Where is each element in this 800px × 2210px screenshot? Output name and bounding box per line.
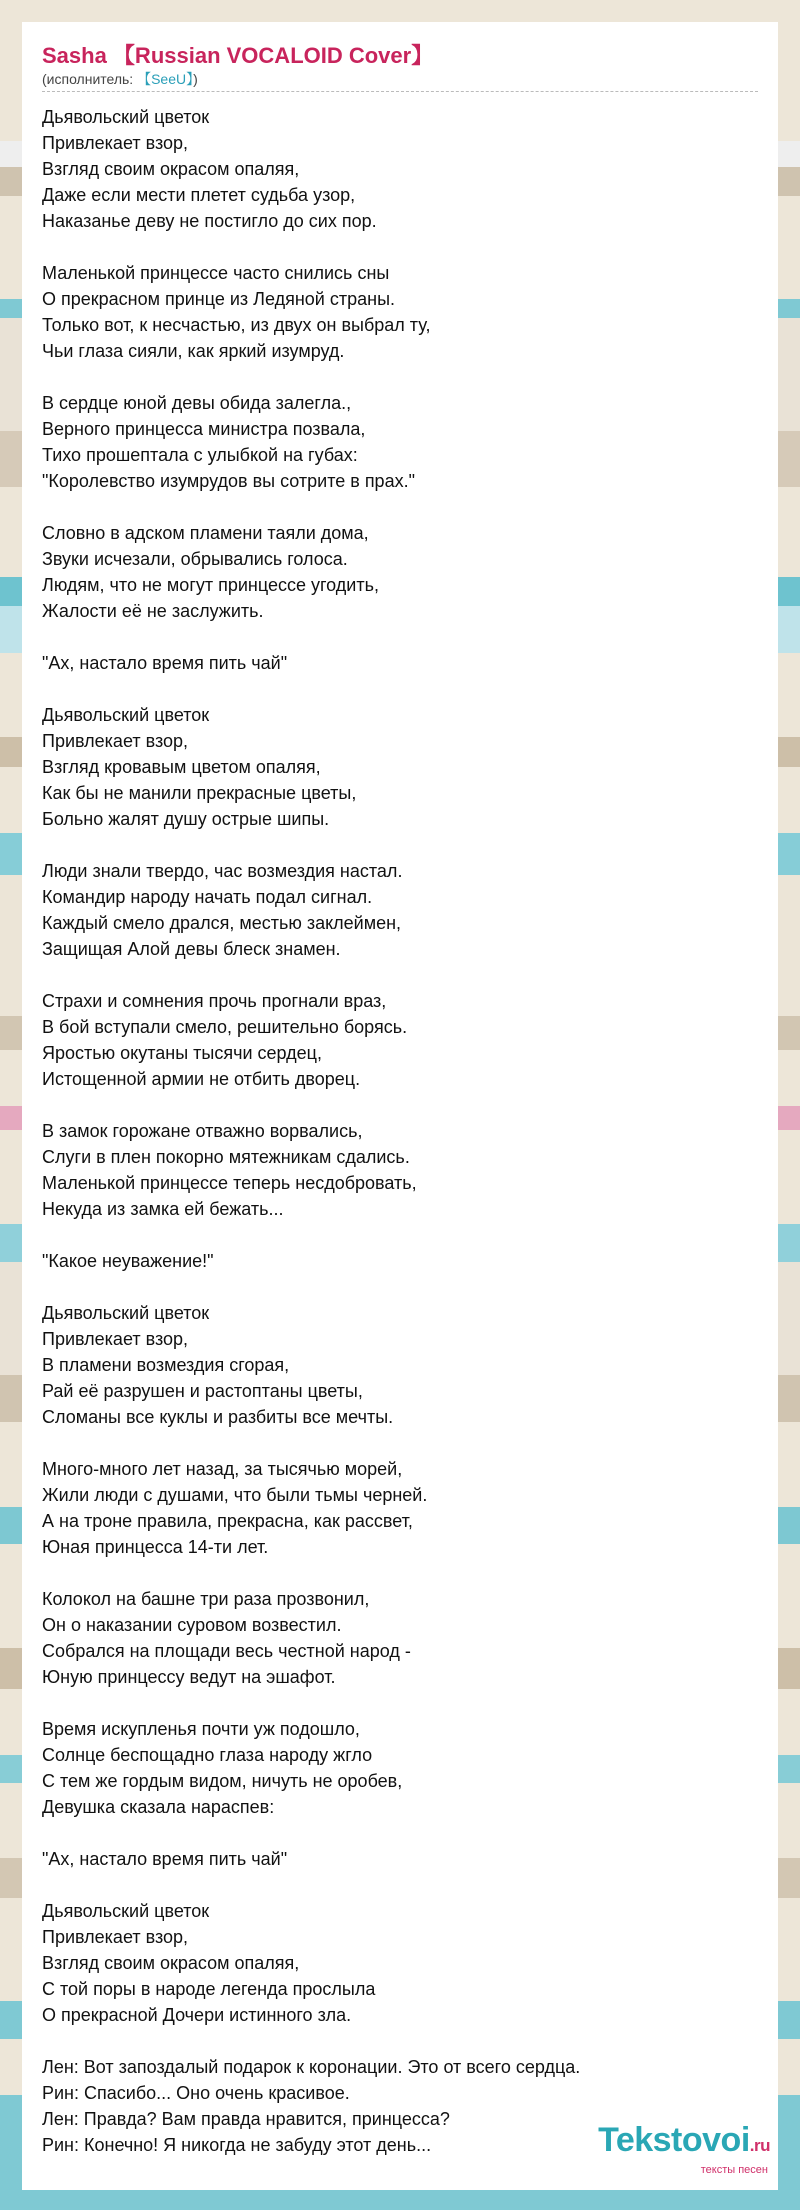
lyrics-text: [42, 104, 758, 2158]
artist-link[interactable]: 【SeeU】: [137, 71, 194, 87]
lyrics-line: "Какое неуважение!": [42, 1251, 214, 1271]
lyrics-line: Люди знали твердо, час возмездия настал.: [42, 861, 403, 881]
lyrics-line: Каждый смело дрался, местью заклеймен,: [42, 913, 402, 933]
lyrics-stanza: [42, 1456, 758, 1560]
lyrics-stanza: [42, 520, 758, 624]
lyrics-line: В замок горожане отважно ворвались,: [42, 1121, 363, 1141]
lyrics-stanza: [42, 260, 758, 364]
lyrics-line: Много-много лет назад, за тысячью морей,: [42, 1459, 403, 1479]
artist-prefix: (исполнитель:: [42, 71, 138, 87]
lyrics-line: Взгляд кровавым цветом опаляя,: [42, 757, 321, 777]
lyrics-line: Рай её разрушен и растоптаны цветы,: [42, 1381, 363, 1401]
lyrics-stanza: [42, 1586, 758, 1690]
lyrics-line: Солнце беспощадно глаза народу жгло: [42, 1745, 373, 1765]
lyrics-line: Чьи глаза сияли, как яркий изумруд.: [42, 341, 345, 361]
lyrics-line: Привлекает взор,: [42, 1927, 189, 1947]
lyrics-stanza: [42, 1898, 758, 2028]
lyrics-line: Страхи и сомнения прочь прогнали враз,: [42, 991, 387, 1011]
lyrics-line: Верного принцесса министра позвала,: [42, 419, 366, 439]
lyrics-line: Наказанье деву не постигло до сих пор.: [42, 211, 377, 231]
lyrics-card: [22, 22, 778, 2190]
lyrics-line: Лен: Вот запоздалый подарок к коронации. Это от всего сердца.: [42, 2057, 581, 2077]
lyrics-line: Жили люди с душами, что были тьмы черней.: [42, 1485, 428, 1505]
lyrics-line: Рин: Конечно! Я никогда не забуду этот день...: [42, 2135, 432, 2155]
lyrics-line: Рин: Спасибо... Оно очень красивое.: [42, 2083, 350, 2103]
lyrics-line: Яростью окутаны тысячи сердец,: [42, 1043, 322, 1063]
lyrics-line: Только вот, к несчастью, из двух он выбрал ту,: [42, 315, 431, 335]
artist-suffix: ): [193, 71, 198, 87]
logo-name: Tekstovoi: [598, 2121, 750, 2159]
lyrics-line: Взгляд своим окрасом опаляя,: [42, 1953, 300, 1973]
artist-line: [42, 70, 758, 92]
lyrics-line: В сердце юной девы обида залегла.,: [42, 393, 352, 413]
lyrics-line: Маленькой принцессе теперь несдобровать,: [42, 1173, 417, 1193]
lyrics-line: Больно жалят душу острые шипы.: [42, 809, 330, 829]
lyrics-line: Некуда из замка ей бежать...: [42, 1199, 284, 1219]
lyrics-line: Юная принцесса 14-ти лет.: [42, 1537, 269, 1557]
lyrics-line: "Ах, настало время пить чай": [42, 1849, 288, 1869]
lyrics-line: Людям, что не могут принцессе угодить,: [42, 575, 379, 595]
lyrics-line: Дьявольский цветок: [42, 1303, 210, 1323]
lyrics-stanza: [42, 988, 758, 1092]
lyrics-line: Привлекает взор,: [42, 731, 189, 751]
lyrics-stanza: [42, 1248, 758, 1274]
lyrics-stanza: [42, 702, 758, 832]
lyrics-line: Слуги в плен покорно мятежникам сдались.: [42, 1147, 410, 1167]
lyrics-line: Истощенной армии не отбить дворец.: [42, 1069, 361, 1089]
logo-tld: .ru: [749, 2136, 770, 2155]
lyrics-line: Юную принцессу ведут на эшафот.: [42, 1667, 336, 1687]
lyrics-line: Тихо прошептала с улыбкой на губах:: [42, 445, 358, 465]
lyrics-line: Дьявольский цветок: [42, 1901, 210, 1921]
lyrics-line: Колокол на башне три раза прозвонил,: [42, 1589, 370, 1609]
lyrics-line: Он о наказании суровом возвестил.: [42, 1615, 342, 1635]
lyrics-stanza: [42, 1118, 758, 1222]
lyrics-stanza: [42, 1716, 758, 1820]
lyrics-line: Защищая Алой девы блеск знамен.: [42, 939, 341, 959]
site-logo[interactable]: [598, 2123, 770, 2176]
lyrics-line: Дьявольский цветок: [42, 107, 210, 127]
lyrics-line: Сломаны все куклы и разбиты все мечты.: [42, 1407, 394, 1427]
lyrics-line: С той поры в народе легенда прослыла: [42, 1979, 376, 1999]
lyrics-line: Командир народу начать подал сигнал.: [42, 887, 373, 907]
lyrics-stanza: [42, 1300, 758, 1430]
song-title: Sasha 【Russian VOCALOID Cover】: [42, 43, 434, 68]
lyrics-line: Маленькой принцессе часто снились сны: [42, 263, 390, 283]
lyrics-line: Привлекает взор,: [42, 1329, 189, 1349]
lyrics-line: Жалости её не заслужить.: [42, 601, 264, 621]
lyrics-line: А на троне правила, прекрасна, как рассвет,: [42, 1511, 413, 1531]
lyrics-line: Дьявольский цветок: [42, 705, 210, 725]
lyrics-line: Привлекает взор,: [42, 133, 189, 153]
lyrics-line: "Ах, настало время пить чай": [42, 653, 288, 673]
lyrics-line: С тем же гордым видом, ничуть не оробев,: [42, 1771, 403, 1791]
lyrics-stanza: [42, 858, 758, 962]
lyrics-line: Собрался на площади весь честной народ -: [42, 1641, 411, 1661]
lyrics-line: В пламени возмездия сгорая,: [42, 1355, 290, 1375]
logo-tagline: тексты песен: [700, 2164, 768, 2176]
lyrics-line: В бой вступали смело, решительно борясь.: [42, 1017, 408, 1037]
lyrics-stanza: [42, 1846, 758, 1872]
lyrics-line: Как бы не манили прекрасные цветы,: [42, 783, 357, 803]
lyrics-line: О прекрасной Дочери истинного зла.: [42, 2005, 352, 2025]
lyrics-line: Девушка сказала нараспев:: [42, 1797, 275, 1817]
lyrics-line: Словно в адском пламени таяли дома,: [42, 523, 369, 543]
lyrics-line: Звуки исчезали, обрывались голоса.: [42, 549, 348, 569]
lyrics-line: Взгляд своим окрасом опаляя,: [42, 159, 300, 179]
lyrics-stanza: [42, 650, 758, 676]
lyrics-line: "Королевство изумрудов вы сотрите в прах.": [42, 471, 415, 491]
lyrics-line: Время искупленья почти уж подошло,: [42, 1719, 360, 1739]
lyrics-stanza: [42, 104, 758, 234]
lyrics-line: Даже если мести плетет судьба узор,: [42, 185, 356, 205]
lyrics-stanza: [42, 390, 758, 494]
lyrics-line: Лен: Правда? Вам правда нравится, принцесса?: [42, 2109, 450, 2129]
lyrics-line: О прекрасном принце из Ледяной страны.: [42, 289, 396, 309]
